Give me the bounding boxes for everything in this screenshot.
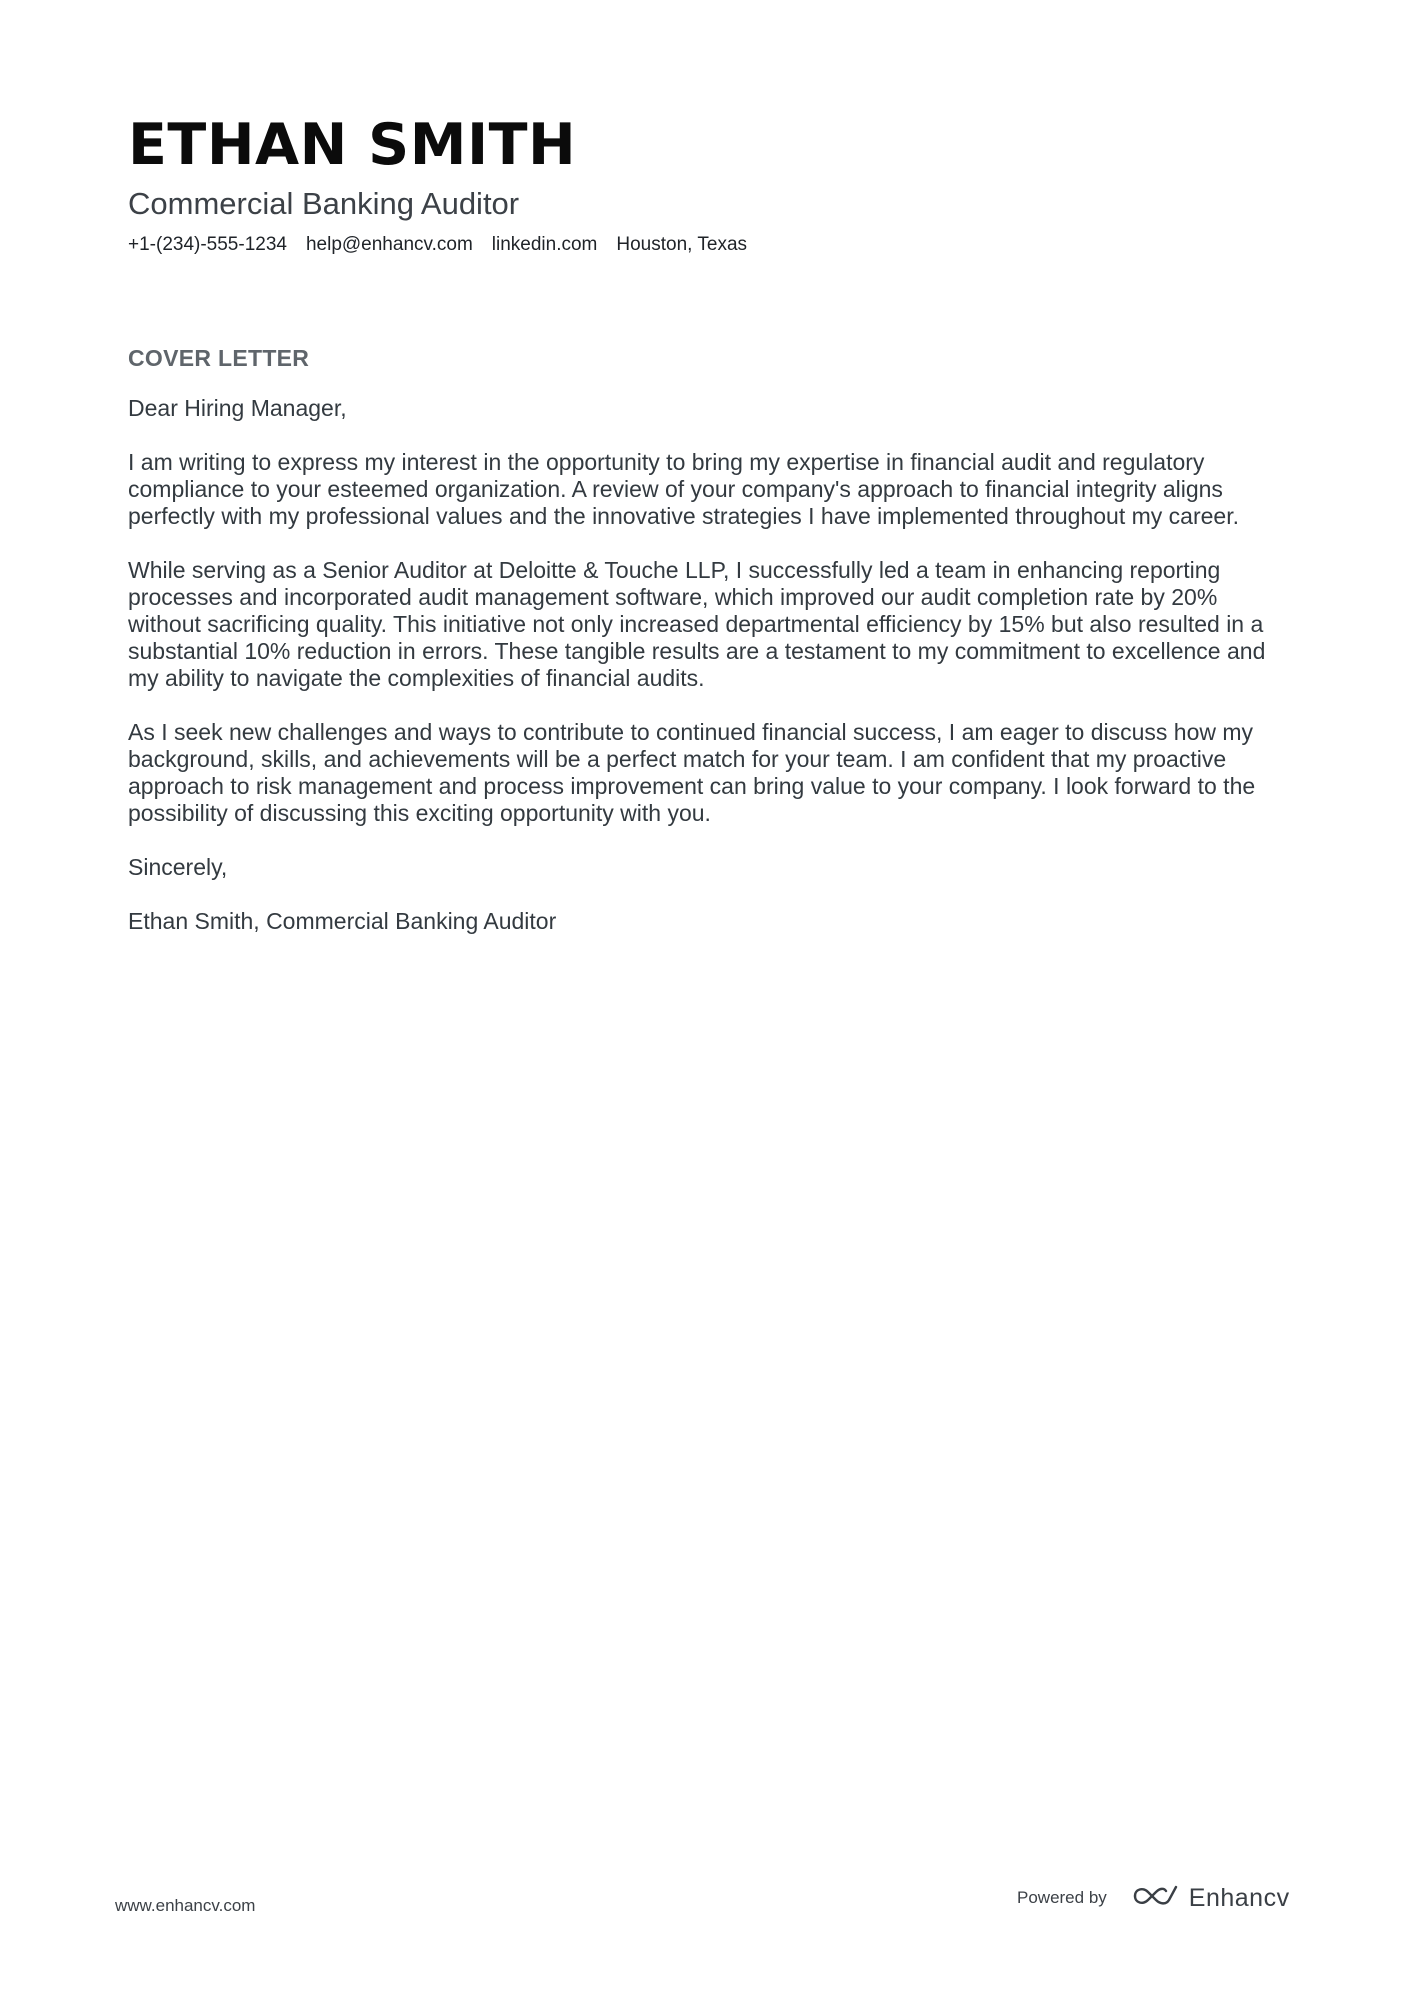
letter-paragraph-2: While serving as a Senior Auditor at Deloitte & Touche LLP, I successfully led a team in enhancing reporting processes and incorporated audit management software, which improved our audit completion rate by 20% without sacrificing quality. This initiative not only increased departmental efficiency by 15% but also resulted in a substantial 10% reduction in errors. These tangible results are a testament to my commitment to excellence and my ability to navigate the complexities of financial audits. [128,557,1266,691]
brand [1133,1884,1290,1913]
section-title: COVER LETTER [128,345,310,371]
contact-email: help@enhancv.com [305,234,473,255]
applicant-name: ETHAN SMITH [128,112,577,178]
letter-closing: Sincerely, [128,854,228,880]
footer-branding [1017,1880,1290,1916]
contact-phone: +1-(234)-555-1234 [128,234,287,255]
contact-location: Houston, Texas [616,234,748,255]
enhancv-logo-icon [1133,1884,1179,1913]
footer-website: www.enhancv.com [115,1896,256,1915]
brand-name: Enhancv [1188,1883,1290,1912]
applicant-job-title: Commercial Banking Auditor [128,186,520,221]
powered-by-label: Powered by [1017,1888,1107,1907]
resume-header [128,110,1298,258]
letter-paragraph-1: I am writing to express my interest in the opportunity to bring my expertise in financial audit and regulatory compliance to your esteemed organization. A review of your company's approach to financial integrity aligns perfectly with my professional values and the innovative strategies I have implemented throughout my career. [128,449,1239,529]
cover-letter-body [128,343,1293,962]
letter-signature: Ethan Smith, Commercial Banking Auditor [128,908,557,934]
letter-greeting: Dear Hiring Manager, [128,395,347,421]
contact-info [128,232,1298,258]
contact-linkedin: linkedin.com [491,234,598,255]
letter-paragraph-3: As I seek new challenges and ways to contribute to continued financial success, I am eager to discuss how my background, skills, and achievements will be a perfect match for your team. I am confident that my proactive approach to risk management and process improvement can bring value to your company. I look forward to the possibility of discussing this exciting opportunity with you. [128,719,1256,826]
